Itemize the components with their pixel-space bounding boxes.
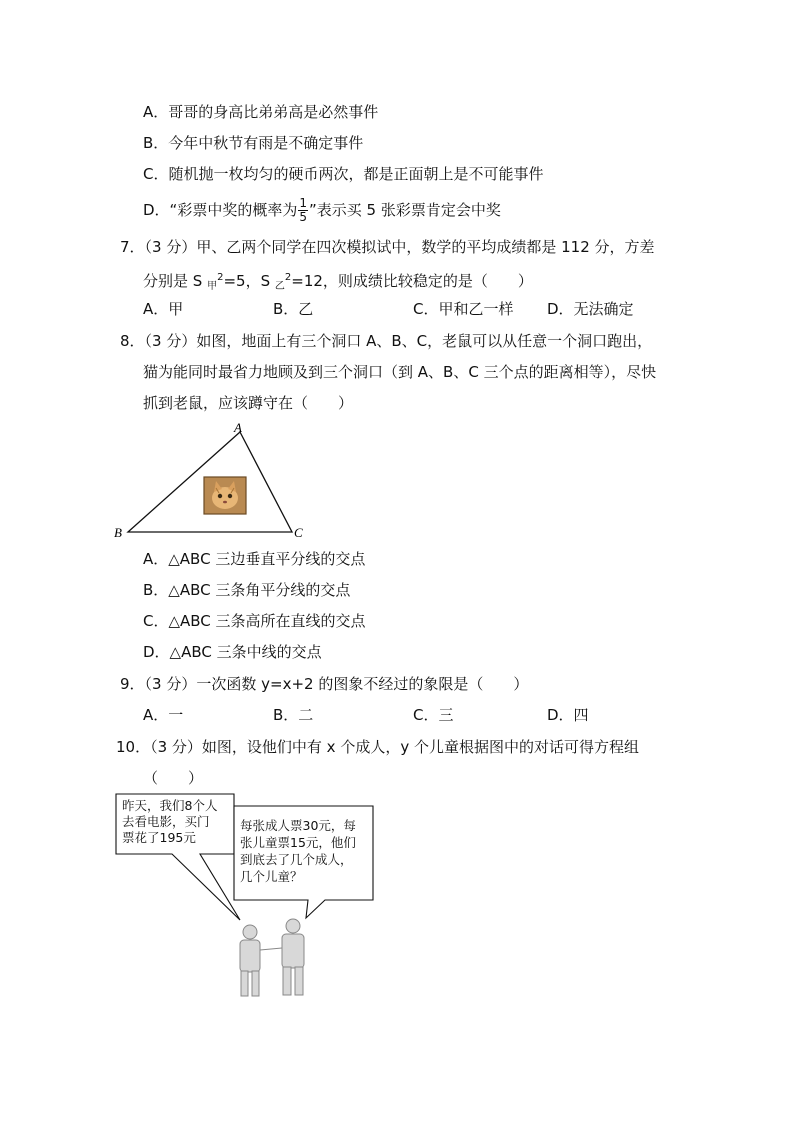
q7-option-b: B．乙 <box>273 300 314 318</box>
q6-option-c: C．随机抛一枚均匀的硬币两次，都是正面朝上是不可能事件 <box>143 165 544 183</box>
q9-option-b: B．二 <box>273 706 314 724</box>
q8-stem-line3: 抓到老鼠，应该蹲守在（ ） <box>143 394 354 412</box>
q7-subscript-jia: 甲 <box>207 281 218 292</box>
q8-option-a: A．△ABC 三边垂直平分线的交点 <box>143 550 366 568</box>
q6-option-d-suffix: ”表示买 5 张彩票肯定会中奖 <box>308 201 501 219</box>
bubble-left-line3: 票花了195元 <box>122 830 196 845</box>
fraction-denominator: 5 <box>299 210 307 224</box>
q8-stem-line2: 猫为能同时最省力地顾及到三个洞口（到 A、B、C 三个点的距离相等），尽快 <box>143 363 657 381</box>
cat-picture <box>204 477 246 514</box>
q6-option-a: A．哥哥的身高比弟弟高是必然事件 <box>143 103 379 121</box>
bubble-left-line2: 去看电影，买门 <box>122 814 210 829</box>
q8-option-b: B．△ABC 三条角平分线的交点 <box>143 581 351 599</box>
q7-subscript-yi: 乙 <box>274 281 285 292</box>
q6-option-d-prefix: D．“彩票中奖的概率为 <box>143 201 298 219</box>
q9-stem: 9．（3 分）一次函数 y=x+2 的图象不经过的象限是（ ） <box>120 675 529 693</box>
q7-text: =5，S <box>223 272 271 290</box>
vertex-label-c: C <box>294 525 303 540</box>
q9-option-d: D．四 <box>547 706 589 724</box>
q7-text: =12，则成绩比较稳定的是（ ） <box>291 272 533 290</box>
q7-stem-line2 <box>143 268 533 297</box>
fraction <box>298 197 308 224</box>
q7-text: 分别是 S <box>143 272 203 290</box>
fraction-numerator: 1 <box>299 196 307 210</box>
q10-stem-line2: （ ） <box>143 769 204 787</box>
q7-option-d: D．无法确定 <box>547 300 634 318</box>
q6-option-d <box>143 197 501 224</box>
bubble-right-line1: 每张成人票30元，每 <box>240 818 356 833</box>
triangle-figure <box>110 418 310 546</box>
q7-superscript: 2 <box>284 272 292 283</box>
q10-stem-line1: 10．（3 分）如图，设他们中有 x 个成人，y 个儿童根据图中的对话可得方程组 <box>116 738 639 756</box>
bubble-right-line3: 到底去了几个成人， <box>240 852 353 867</box>
vertex-label-a: A <box>234 420 242 435</box>
bubble-left-line1: 昨天，我们8个人 <box>122 798 218 813</box>
q8-option-c: C．△ABC 三条高所在直线的交点 <box>143 612 366 630</box>
q7-stem-line1: 7．（3 分）甲、乙两个同学在四次模拟试中，数学的平均成绩都是 112 分，方差 <box>120 238 655 256</box>
bubble-right-line2: 张儿童票15元，他们 <box>240 835 356 850</box>
q9-option-a: A．一 <box>143 706 184 724</box>
people-illustration <box>240 919 304 996</box>
q7-option-c: C．甲和乙一样 <box>413 300 514 318</box>
q9-option-c: C．三 <box>413 706 454 724</box>
q7-option-a: A．甲 <box>143 300 184 318</box>
q6-option-b: B．今年中秋节有雨是不确定事件 <box>143 134 364 152</box>
q8-option-d: D．△ABC 三条中线的交点 <box>143 643 322 661</box>
q8-stem-line1: 8．（3 分）如图，地面上有三个洞口 A、B、C，老鼠可以从任意一个洞口跑出， <box>120 332 653 350</box>
vertex-label-b: B <box>114 525 122 540</box>
bubble-right-line4: 几个儿童？ <box>240 869 303 884</box>
q7-superscript: 2 <box>217 272 224 283</box>
